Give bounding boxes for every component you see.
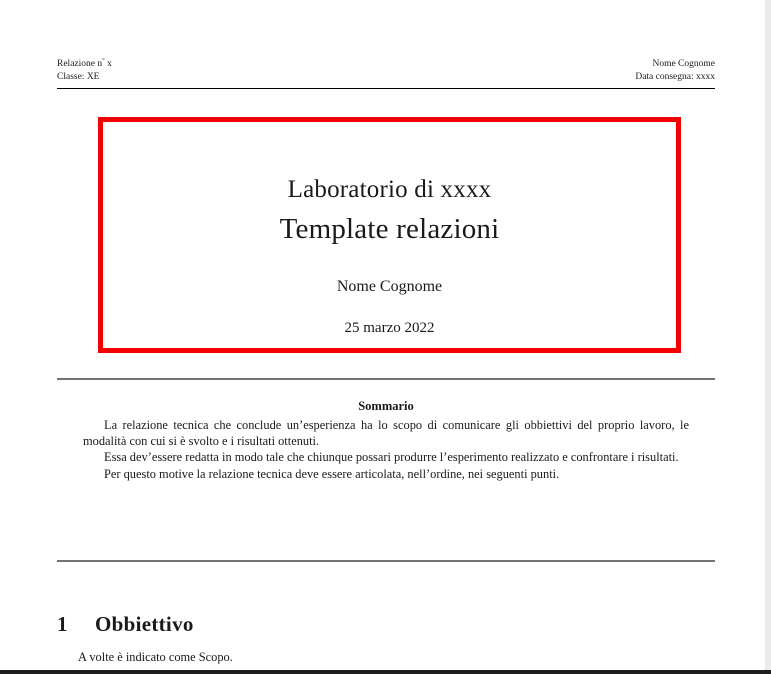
header-report-number [57, 58, 112, 71]
header-divider [57, 88, 715, 89]
document-author: Nome Cognome [336, 278, 443, 295]
document-date: 25 marzo 2022 [344, 320, 435, 336]
degree-icon: ° [102, 56, 105, 64]
document-title: Template relazioni [279, 213, 500, 245]
header-report-number-prefix: Relazione n [57, 59, 103, 69]
header-due-date: Data consegna: xxxx [635, 72, 715, 82]
header-author: Nome Cognome [652, 59, 715, 69]
abstract-paragraph: La relazione tecnica che conclude un’esperienza ha lo scopo di comunicare gli obbiettivi del proprio lavoro, le modalità con cui si è svolto e i risultati ottenuti. [83, 418, 689, 449]
section-title: Obbiettivo [95, 612, 194, 636]
viewer-bottom-edge [0, 670, 771, 674]
header-row-1 [57, 58, 715, 71]
abstract-paragraph: Essa dev’essere redatta in modo tale che chiunque possari produrre l’esperimento realizzato e confrontare i risultati. [104, 450, 679, 465]
header-report-number-suffix: x [104, 59, 112, 69]
abstract-paragraph: Per questo motive la relazione tecnica deve essere articolata, nell’ordine, nei seguenti punti. [104, 466, 560, 481]
header-row-2 [57, 71, 715, 84]
abstract-section [83, 398, 689, 482]
title-box [98, 117, 681, 353]
section-number: 1 [57, 612, 68, 636]
section-obbiettivo [57, 611, 715, 665]
section-body: A volte è indicato come Scopo. [78, 650, 233, 664]
section-heading [57, 611, 715, 637]
abstract-heading: Sommario [358, 399, 414, 413]
abstract-rule-top [57, 378, 715, 380]
course-name: Laboratorio di xxxx [287, 176, 492, 203]
viewer-right-edge [765, 0, 771, 674]
abstract-rule-bottom [57, 560, 715, 562]
title-box-content [103, 122, 676, 348]
header-class: Classe: XE [57, 72, 100, 82]
running-header [57, 58, 715, 84]
